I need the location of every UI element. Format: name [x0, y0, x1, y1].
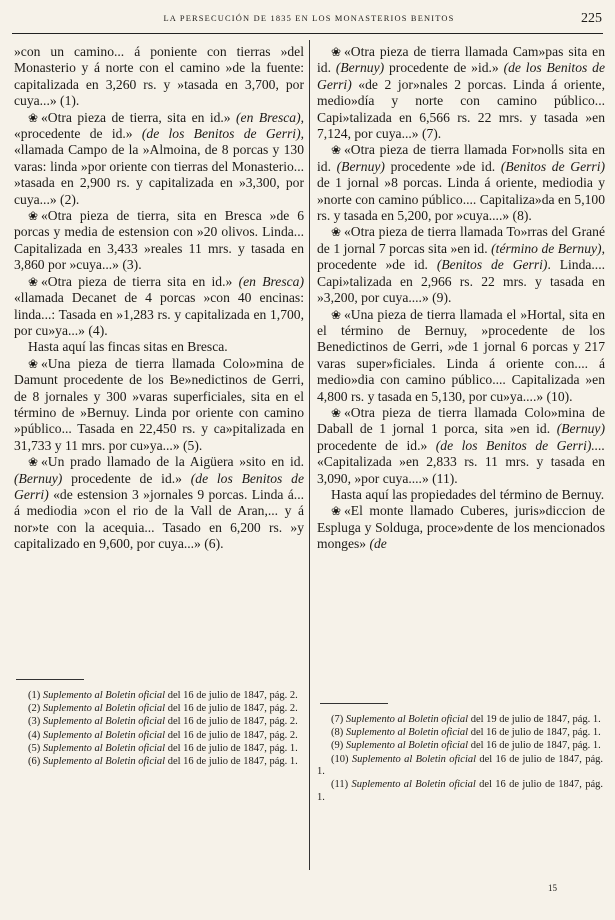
footnote: (9) Suplemento al Boletin oficial del 16 de julio de 1847, pág. 1.: [331, 740, 601, 752]
footnote: (11) Suplemento al Boletin oficial del 16 de julio de 1847, pág. 1.: [317, 779, 604, 803]
paragraph: ❀ «Otra pieza de tierra, sita en Bresca »de 6 porcas y media de estension con »20 olivos. Linda... Capitalizada en 3,433 »reales 11 mrs. y tasada en 3,860 por »cuya...» (3).: [14, 208, 304, 273]
footnote: (6) Suplemento al Boletin oficial del 16 de julio de 1847, pág. 1.: [28, 755, 298, 767]
footnote-rule: [16, 679, 84, 680]
footnote: (1) Suplemento al Boletin oficial del 16 de julio de 1847, pág. 2.: [28, 690, 298, 701]
paragraph: ❀ «Un prado llamado de la Aigüera »sito en id. (Bernuy) procedente de id.» (de los Benitos de Gerri) «de estension 3 »jornales 9 porcas. Linda á... á mediodia »con el rio de la Vall de Aran,... y á nor»te con la acequia... Tasado en 6,200 rs. »y capitalizado en 9,600, por cuya...» (6).: [14, 454, 304, 552]
page-number: 225: [581, 11, 602, 26]
ornament-icon: ❀: [331, 405, 342, 420]
footnote: (7) Suplemento al Boletin oficial del 19 de julio de 1847, pág. 1.: [331, 714, 601, 725]
ornament-icon: ❀: [28, 209, 39, 224]
footnote: (2) Suplemento al Boletin oficial del 16 de julio de 1847, pág. 2.: [28, 703, 298, 715]
ornament-icon: ❀: [28, 274, 39, 289]
footnote-rule: [320, 703, 388, 704]
header-rule: [12, 33, 603, 34]
footnote: (8) Suplemento al Boletin oficial del 16 de julio de 1847, pág. 1.: [331, 727, 601, 739]
footnote: (3) Suplemento al Boletin oficial del 16 de julio de 1847, pág. 2.: [28, 716, 298, 728]
ornament-icon: ❀: [331, 307, 342, 322]
footnote: (10) Suplemento al Boletin oficial del 16 de julio de 1847, pág. 1.: [317, 753, 604, 778]
ornament-icon: ❀: [28, 110, 39, 125]
paragraph: ❀ «Otra pieza de tierra sita en id.» (en Bresca) «llamada Decanet de 4 porcas »con 40 encinas: linda...: Tasada en »1,283 rs. y capitalizada en 1,700, por cu»ya...» (4).: [14, 273, 304, 338]
ornament-icon: ❀: [331, 504, 342, 519]
paragraph: ❀ «Una pieza de tierra llamada el »Hortal, sita en el término de Bernuy, »procedente de los Benedictinos de Gerri, »de 1 jornal 6 porcas y 217 varas super»ficiales. Linda á oriente con.... á medio»dia con camino público.... Capitalizada »en 4,800 rs. y tasada en 5,130, por cu»ya....» (10).: [317, 306, 605, 404]
ornament-icon: ❀: [28, 455, 39, 470]
left-column: [14, 44, 304, 553]
paragraph: »con un camino... á poniente con tierras »del Monasterio y á norte con el camino »de la fuente: capitalizada en 3,260 rs. y »tasada en 3,700, por cuya...» (1).: [14, 44, 304, 109]
paragraph: ❀ «Otra pieza de tierra llamada Cam»pas sita en id. (Bernuy) procedente de »id.» (de los Benitos de Gerri) «de 2 jor»nales 2 porcas. Linda á oriente, medio»día y norte con camino público... Capi»talizada en 6,566 rs. 22 mrs. y tasada »en 7,124, por cuya...» (7).: [317, 44, 605, 142]
paragraph: ❀ «Otra pieza de tierra llamada To»rras del Grané de 1 jornal 7 porcas sita »en id. (término de Bernuy), procedente »de id. (Benitos de Gerri). Linda.... Capi»talizada en 2,966 rs. 22 mrs. y tasada en »3,200, por cuya....» (9).: [317, 224, 606, 306]
running-title: LA PERSECUCIÓN DE 1835 EN LOS MONASTERIOS BENITOS: [163, 14, 455, 23]
paragraph: ❀ «El monte llamado Cuberes, juris»diccion de Espluga y Solduga, proce»dente de los mencionados monges» (de: [317, 503, 605, 552]
signature-mark: 15: [548, 883, 557, 893]
paragraph: ❀ «Otra pieza de tierra llamada For»nolls sita en id. (Bernuy) procedente »de id. (Benitos de Gerri) de 1 jornal »8 porcas. Linda á oriente, mediodia y »norte con camino público.... Capitaliza»da en 5,100 rs. y tasada en 5,200, por »cuya....» (8).: [317, 142, 605, 224]
footnotes-left: [14, 690, 302, 769]
page-header: [16, 11, 602, 33]
right-column: [317, 44, 605, 553]
paragraph: Hasta aquí las propiedades del término de Bernuy.: [331, 486, 605, 502]
paragraph: ❀ «Otra pieza de tierra llamada Colo»mina de Daball de 1 jornal 1 porca, sita »en id. (Bernuy) procedente de id.» (de los Benitos de Gerri).... «Capitalizada »en 2,833 rs. 11 mrs. y tasada en 3,090, »por cuya....» (11).: [317, 404, 606, 486]
column-divider: [309, 40, 310, 870]
ornament-icon: ❀: [331, 225, 342, 240]
footnote: (4) Suplemento al Boletin oficial del 16 de julio de 1847, pág. 2.: [28, 729, 298, 741]
ornament-icon: ❀: [28, 356, 39, 371]
ornament-icon: ❀: [331, 45, 342, 59]
footnotes-right: [317, 714, 603, 805]
footnote: (5) Suplemento al Boletin oficial del 16 de julio de 1847, pág. 1.: [28, 742, 298, 754]
paragraph: Hasta aquí las fincas sitas en Bresca.: [28, 339, 228, 355]
paragraph: ❀ «Una pieza de tierra llamada Colo»mina de Damunt procedente de los Be»nedictinos de Gerri, de 8 jornales y 300 »varas superficiales, sita en el término de »Bernuy. Linda por oriente con camino »público... Tasada en 22,450 rs. y ca»pitalizada en 31,733 y 11 mrs. por cu»ya...» (5).: [14, 355, 304, 453]
ornament-icon: ❀: [331, 143, 342, 158]
paragraph: ❀ «Otra pieza de tierra, sita en id.» (en Bresca), «procedente de id.» (de los Benitos de Gerri), «llamada Campo de la »Almoina, de 8 porcas y 130 varas: linda »por oriente con tierras del Monasterio... »tasada en 2,900 rs. y capitalizada en »3,300, por cuya...» (2).: [14, 109, 305, 207]
